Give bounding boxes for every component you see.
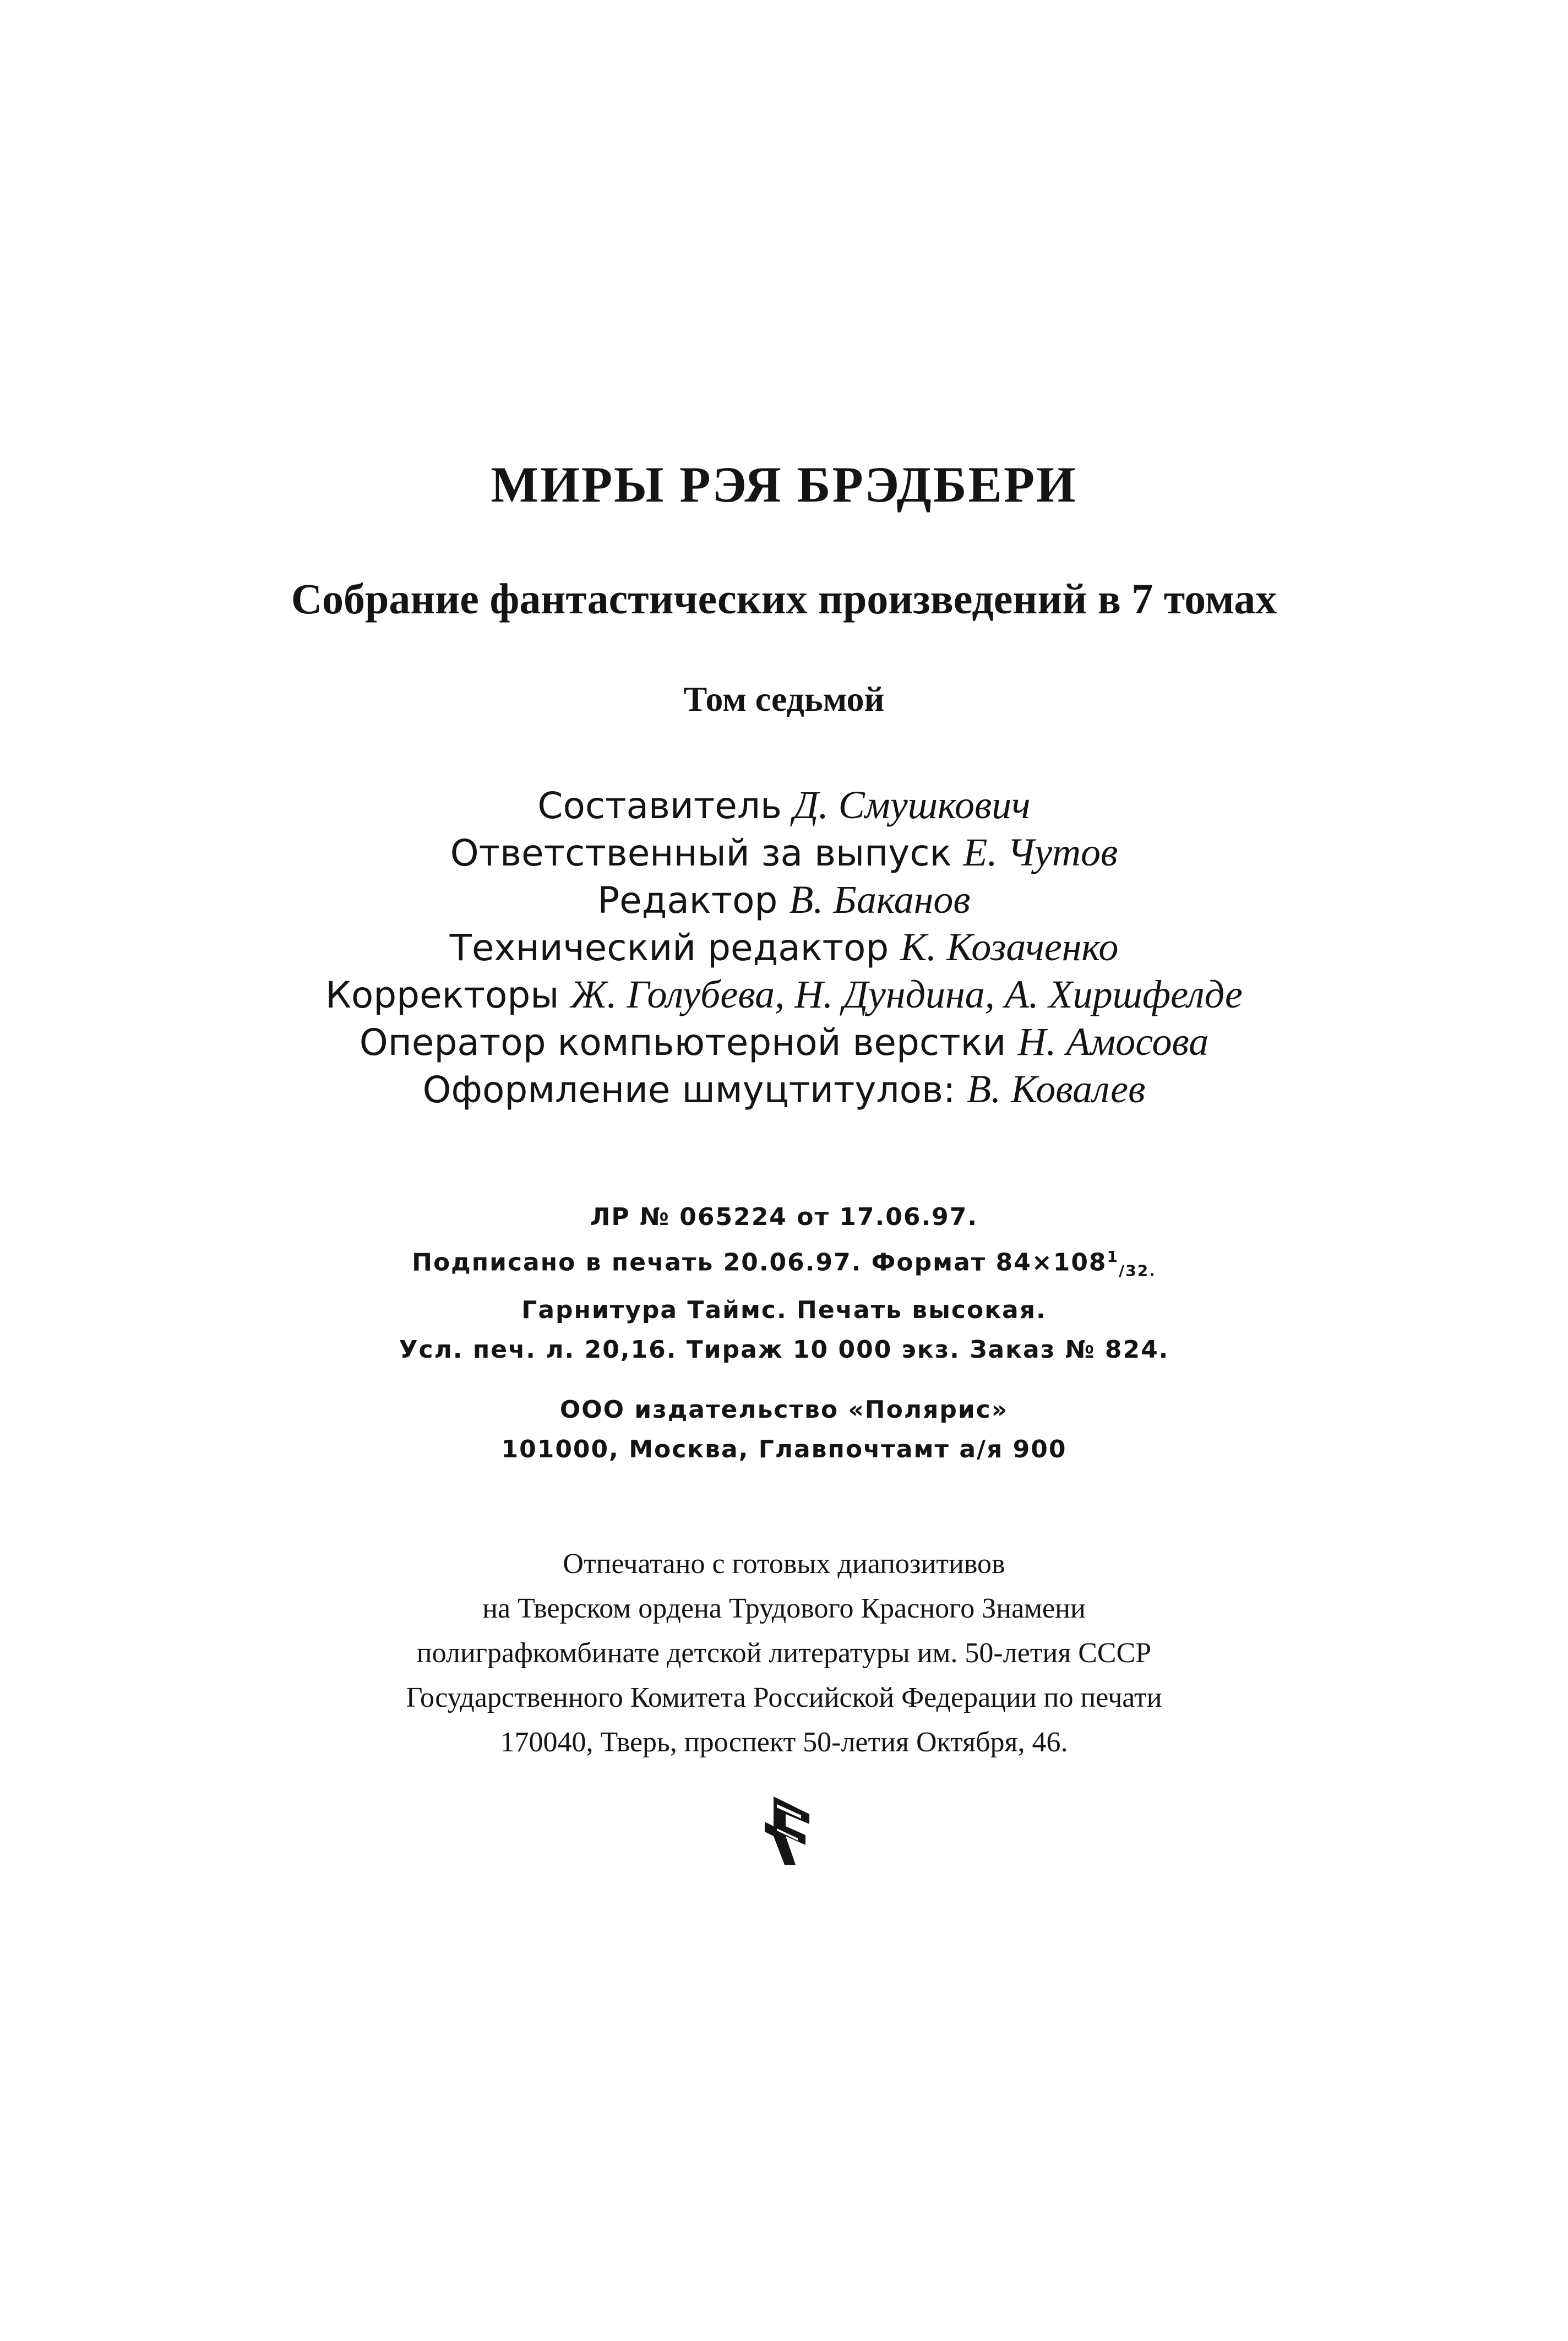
signed-format-line	[0, 1237, 1568, 1291]
imprint-block	[0, 1197, 1568, 1370]
credit-role: Корректоры	[325, 974, 559, 1016]
credit-role: Составитель	[537, 785, 782, 827]
credit-name: Е. Чутов	[963, 830, 1118, 874]
credit-proofreaders	[0, 971, 1568, 1019]
printer-block	[0, 1542, 1568, 1765]
credit-layout-operator	[0, 1019, 1568, 1066]
credit-name: В. Баканов	[789, 878, 971, 922]
printer-logo-icon	[757, 1792, 818, 1869]
typeface-line: Гарнитура Таймс. Печать высокая.	[521, 1296, 1047, 1325]
publisher-block	[0, 1390, 1568, 1469]
credit-editor	[0, 876, 1568, 924]
printer-line: Отпечатано с готовых диапозитивов	[563, 1548, 1005, 1580]
credit-responsible	[0, 829, 1568, 876]
printer-line: на Тверском ордена Трудового Красного Знамени	[482, 1593, 1086, 1624]
credit-role: Ответственный за выпуск	[450, 832, 952, 874]
printer-line: 170040, Тверь, проспект 50-летия Октября, 46.	[500, 1727, 1068, 1758]
credit-role: Технический редактор	[449, 927, 889, 969]
credit-technical-editor	[0, 924, 1568, 971]
credit-role: Редактор	[597, 879, 778, 922]
collection-title: Собрание фантастических произведений в 7 томах	[291, 575, 1277, 623]
series-title: МИРЫ РЭЯ БРЭДБЕРИ	[491, 456, 1077, 513]
credit-role: Оператор компьютерной верстки	[359, 1021, 1006, 1064]
publisher-name: ООО издательство «Полярис»	[559, 1396, 1009, 1424]
credit-name: В. Ковалев	[967, 1067, 1146, 1111]
credit-name: Н. Амосова	[1017, 1020, 1209, 1064]
publisher-address: 101000, Москва, Главпочтамт а/я 900	[501, 1435, 1067, 1463]
license-line: ЛР № 065224 от 17.06.97.	[590, 1203, 978, 1231]
printer-line: полиграфкомбинате детской литературы им. 50-летия СССР	[416, 1637, 1152, 1669]
volume-title: Том седьмой	[683, 679, 885, 718]
credits-block	[0, 782, 1568, 1113]
print-run-line: Усл. печ. л. 20,16. Тираж 10 000 экз. Заказ № 824.	[399, 1336, 1169, 1364]
credit-design	[0, 1066, 1568, 1113]
signed-format-text: Подписано в печать 20.06.97. Формат 84×108	[412, 1248, 1107, 1277]
printer-line: Государственного Комитета Российской Федерации по печати	[406, 1682, 1162, 1713]
format-subscript: /32.	[1119, 1261, 1156, 1280]
credit-name: К. Козаченко	[900, 925, 1119, 969]
credit-role: Оформление шмуцтитулов:	[422, 1069, 956, 1111]
credit-compiler	[0, 782, 1568, 829]
credit-name: Д. Смушкович	[793, 783, 1031, 827]
credit-name: Ж. Голубева, Н. Дундина, А. Хиршфелде	[570, 972, 1243, 1016]
format-superscript: 1	[1107, 1248, 1119, 1266]
